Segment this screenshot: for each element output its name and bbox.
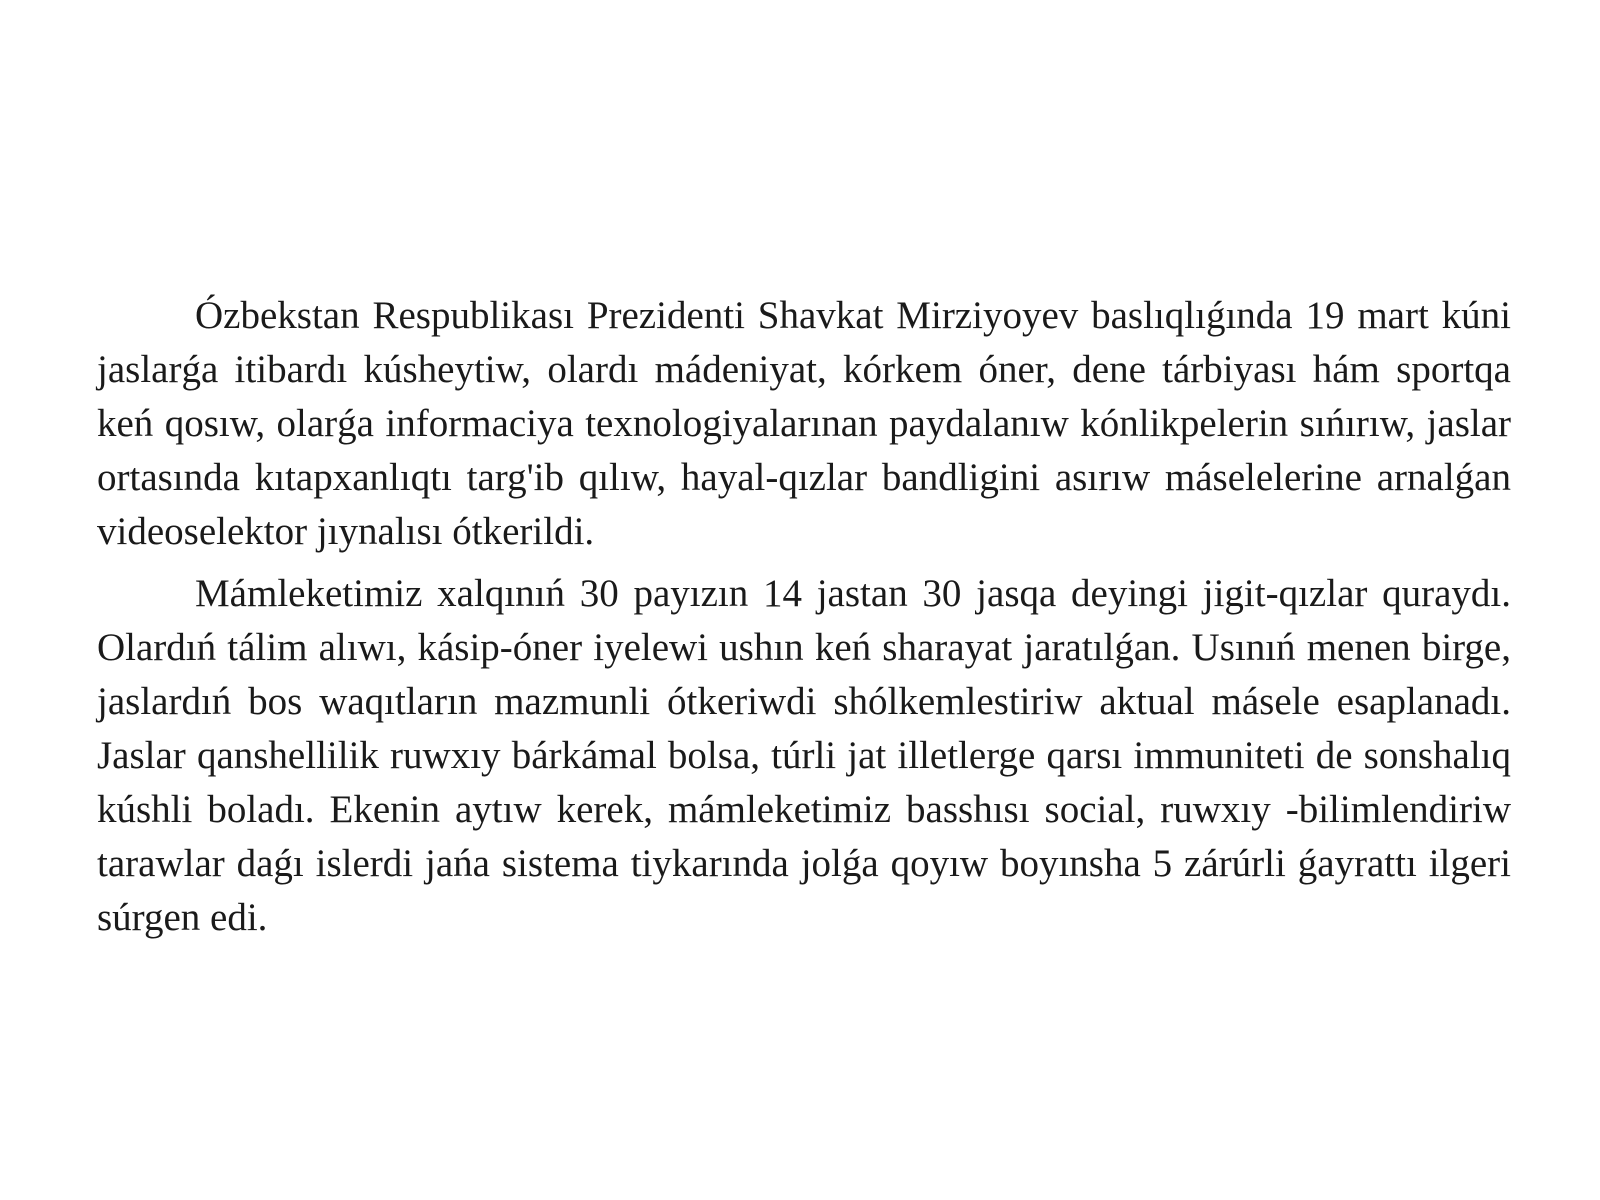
paragraph-1: Ózbekstan Respublikası Prezidenti Shavkat Mirziyoyev baslıqlıǵında 19 mart kúni jaslarǵa itibardı kúsheytiw, olardı mádeniyat, kórkem óner, dene tárbiyası hám sportqa keń qosıw, olarǵa informaciya texnologiyalarınan paydalanıw kónlikpelerin sıńırıw, jaslar ortasında kıtapxanlıqtı targ'ib qılıw, hayal-qızlar bandligini asırıw máselelerine arnalǵan videoselektor jıynalısı ótkerildi. — [97, 294, 1511, 553]
body-text — [97, 289, 1511, 945]
paragraph-2: Mámleketimiz xalqınıń 30 payızın 14 jastan 30 jasqa deyingi jigit-qızlar quraydı. Olardıń tálim alıwı, kásip-óner iyelewi ushın keń sharayat jaratılǵan. Usınıń menen birge, jaslardıń bos waqıtların mazmunli ótkeriwdi shólkemlestiriw aktual másele esaplanadı. Jaslar qanshellilik ruwxıy bárkámal bolsa, túrli jat illetlerge qarsı immuniteti de sonshalıq kúshli boladı. Ekenin aytıw kerek, mámleketimiz basshısı social, ruwxıy -bilimlendiriw tarawlar daǵı islerdi jańa sistema tiykarında jolǵa qoyıw boyınsha 5 zárúrli ǵayrattı ilgeri súrgen edi. — [97, 572, 1511, 939]
